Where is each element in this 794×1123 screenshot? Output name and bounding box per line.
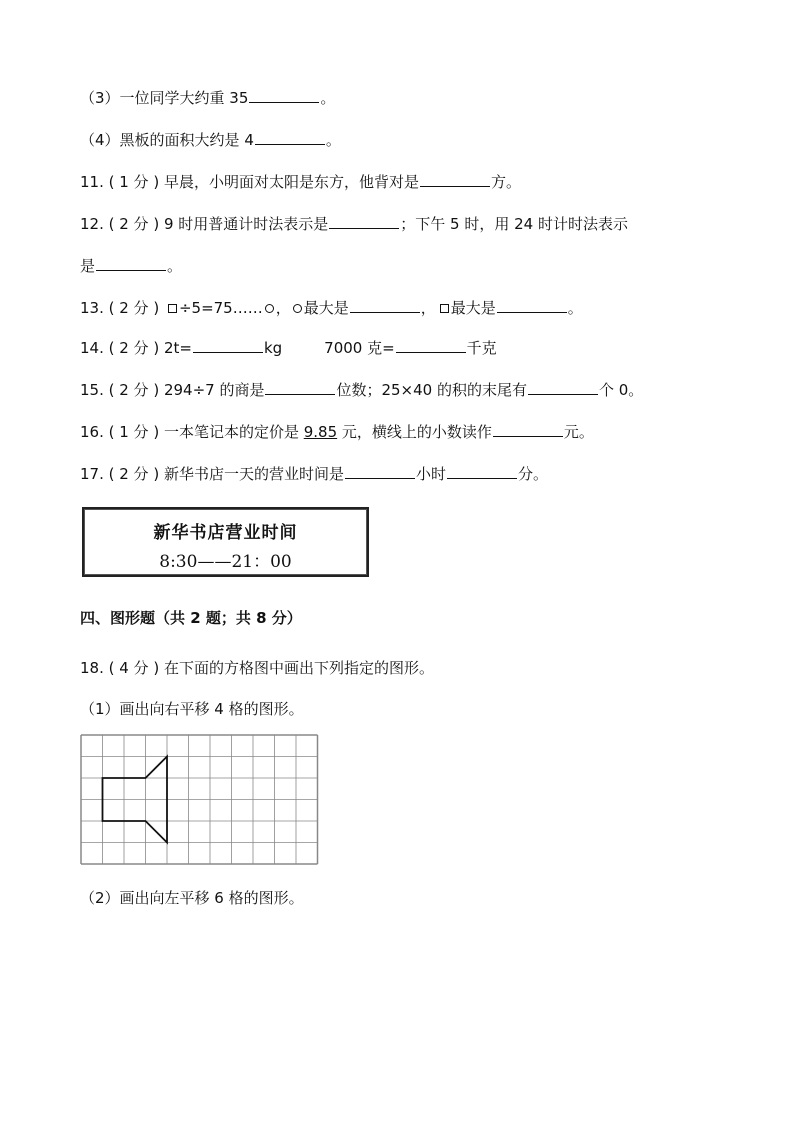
answer-blank[interactable] (345, 464, 415, 479)
answer-blank[interactable] (265, 380, 335, 395)
answer-blank[interactable] (249, 88, 319, 103)
question-18-stem: 18. ( 4 分 ) 在下面的方格图中画出下列指定的图形。 (80, 659, 434, 677)
answer-blank[interactable] (193, 338, 263, 353)
answer-blank[interactable] (329, 214, 399, 229)
answer-blank[interactable] (447, 464, 517, 479)
question-15: 15. ( 2 分 ) 294÷7 的商是 位数；25×40 的积的末尾有 个 0。 (80, 381, 644, 399)
question-18-part2: （2）画出向左平移 6 格的图形。 (80, 889, 304, 907)
question-17: 17. ( 2 分 ) 新华书店一天的营业时间是 小时 分。 (80, 465, 548, 483)
answer-blank[interactable] (350, 298, 420, 313)
answer-blank[interactable] (96, 256, 166, 271)
sign-title: 新华书店营业时间 (153, 523, 298, 543)
answer-blank[interactable] (255, 130, 325, 145)
answer-blank[interactable] (497, 298, 567, 313)
store-hours-sign (82, 507, 369, 577)
circle-symbol-icon (293, 304, 302, 313)
question-12-continued: 是 。 (80, 257, 183, 275)
square-symbol-icon (440, 304, 449, 313)
answer-blank[interactable] (396, 338, 466, 353)
circle-symbol-icon (265, 304, 274, 313)
square-symbol-icon (168, 304, 177, 313)
sign-hours: 8:30——21：00 (159, 552, 292, 572)
q10-part4: （4）黑板的面积大约是 4 。 (80, 131, 341, 149)
answer-blank[interactable] (493, 422, 563, 437)
section-4-heading: 四、图形题（共 2 题；共 8 分） (80, 609, 302, 627)
question-13: 13. ( 2 分 ) ÷5=75…… ， 最大是 ， 最大是 。 (80, 299, 583, 317)
question-14: 14. ( 2 分 ) 2t= kg 7000 克= 千克 (80, 339, 497, 357)
underlined-price: 9.85 (303, 423, 338, 441)
question-18-part1: （1）画出向右平移 4 格的图形。 (80, 700, 304, 718)
square-grid[interactable] (80, 734, 324, 868)
q10-part3: （3）一位同学大约重 35 。 (80, 89, 336, 107)
question-12: 12. ( 2 分 ) 9 时用普通计时法表示是 ；下午 5 时，用 24 时计时法表示 (80, 215, 628, 233)
answer-blank[interactable] (420, 172, 490, 187)
answer-blank[interactable] (528, 380, 598, 395)
question-16: 16. ( 1 分 ) 一本笔记本的定价是 9.85 元，横线上的小数读作 元。 (80, 423, 594, 441)
question-11: 11. ( 1 分 ) 早晨，小明面对太阳是东方，他背对是 方。 (80, 173, 521, 191)
